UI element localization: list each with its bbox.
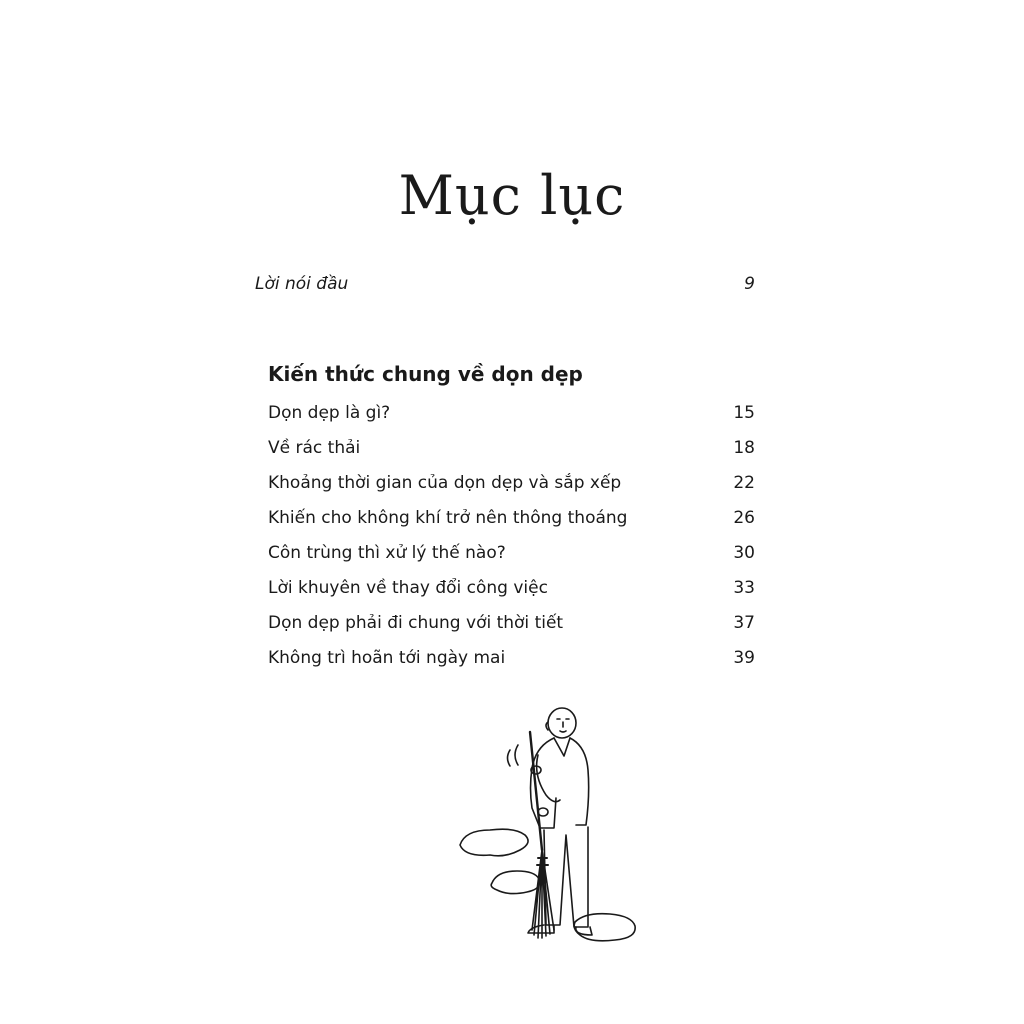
toc-entry[interactable] — [268, 403, 755, 438]
toc-entry[interactable] — [268, 648, 755, 683]
toc-entry[interactable] — [268, 508, 755, 543]
toc-entry-page: 15 — [733, 403, 755, 423]
head — [548, 708, 576, 738]
toc-entry-label: Về rác thải — [268, 438, 361, 458]
toc-entry-label: Dọn dẹp phải đi chung với thời tiết — [268, 613, 564, 633]
toc-entry[interactable] — [268, 438, 755, 473]
toc-list — [268, 403, 755, 683]
motion-mark — [508, 750, 511, 766]
toc-entry-page: 22 — [733, 473, 755, 493]
toc-entry-page: 26 — [733, 508, 755, 528]
monk-sweeping-illustration — [450, 700, 650, 960]
toc-entry-label: Lời nói đầu — [255, 274, 349, 294]
toc-entry-preface[interactable] — [255, 274, 755, 294]
motion-mark — [515, 745, 518, 765]
hand — [538, 808, 548, 816]
face — [557, 719, 569, 732]
toc-entry-page: 37 — [733, 613, 755, 633]
robe-collar — [554, 738, 570, 756]
page-title: Mục lục — [398, 164, 626, 228]
toc-entry-label: Lời khuyên về thay đổi công việc — [268, 578, 548, 598]
toc-entry[interactable] — [268, 473, 755, 508]
toc-entry-page: 30 — [733, 543, 755, 563]
toc-entry[interactable] — [268, 613, 755, 648]
toc-entry-label: Khoảng thời gian của dọn dẹp và sắp xếp — [268, 473, 622, 493]
toc-entry-page: 9 — [744, 274, 755, 294]
stepping-stone — [460, 829, 528, 856]
toc-entry-label: Dọn dẹp là gì? — [268, 403, 391, 423]
toc-entry-page: 18 — [733, 438, 755, 458]
toc-entry-label: Côn trùng thì xử lý thế nào? — [268, 543, 506, 563]
toc-entry-page: 33 — [733, 578, 755, 598]
toc-entry-label: Không trì hoãn tới ngày mai — [268, 648, 506, 668]
toc-entry[interactable] — [268, 578, 755, 613]
section-title: Kiến thức chung về dọn dẹp — [268, 362, 583, 386]
toc-entry-page: 39 — [733, 648, 755, 668]
robe — [570, 738, 589, 825]
stepping-stone — [491, 871, 539, 894]
sleeve — [537, 755, 560, 802]
toc-entry-label: Khiến cho không khí trở nên thông thoáng — [268, 508, 628, 528]
toc-entry[interactable] — [268, 543, 755, 578]
